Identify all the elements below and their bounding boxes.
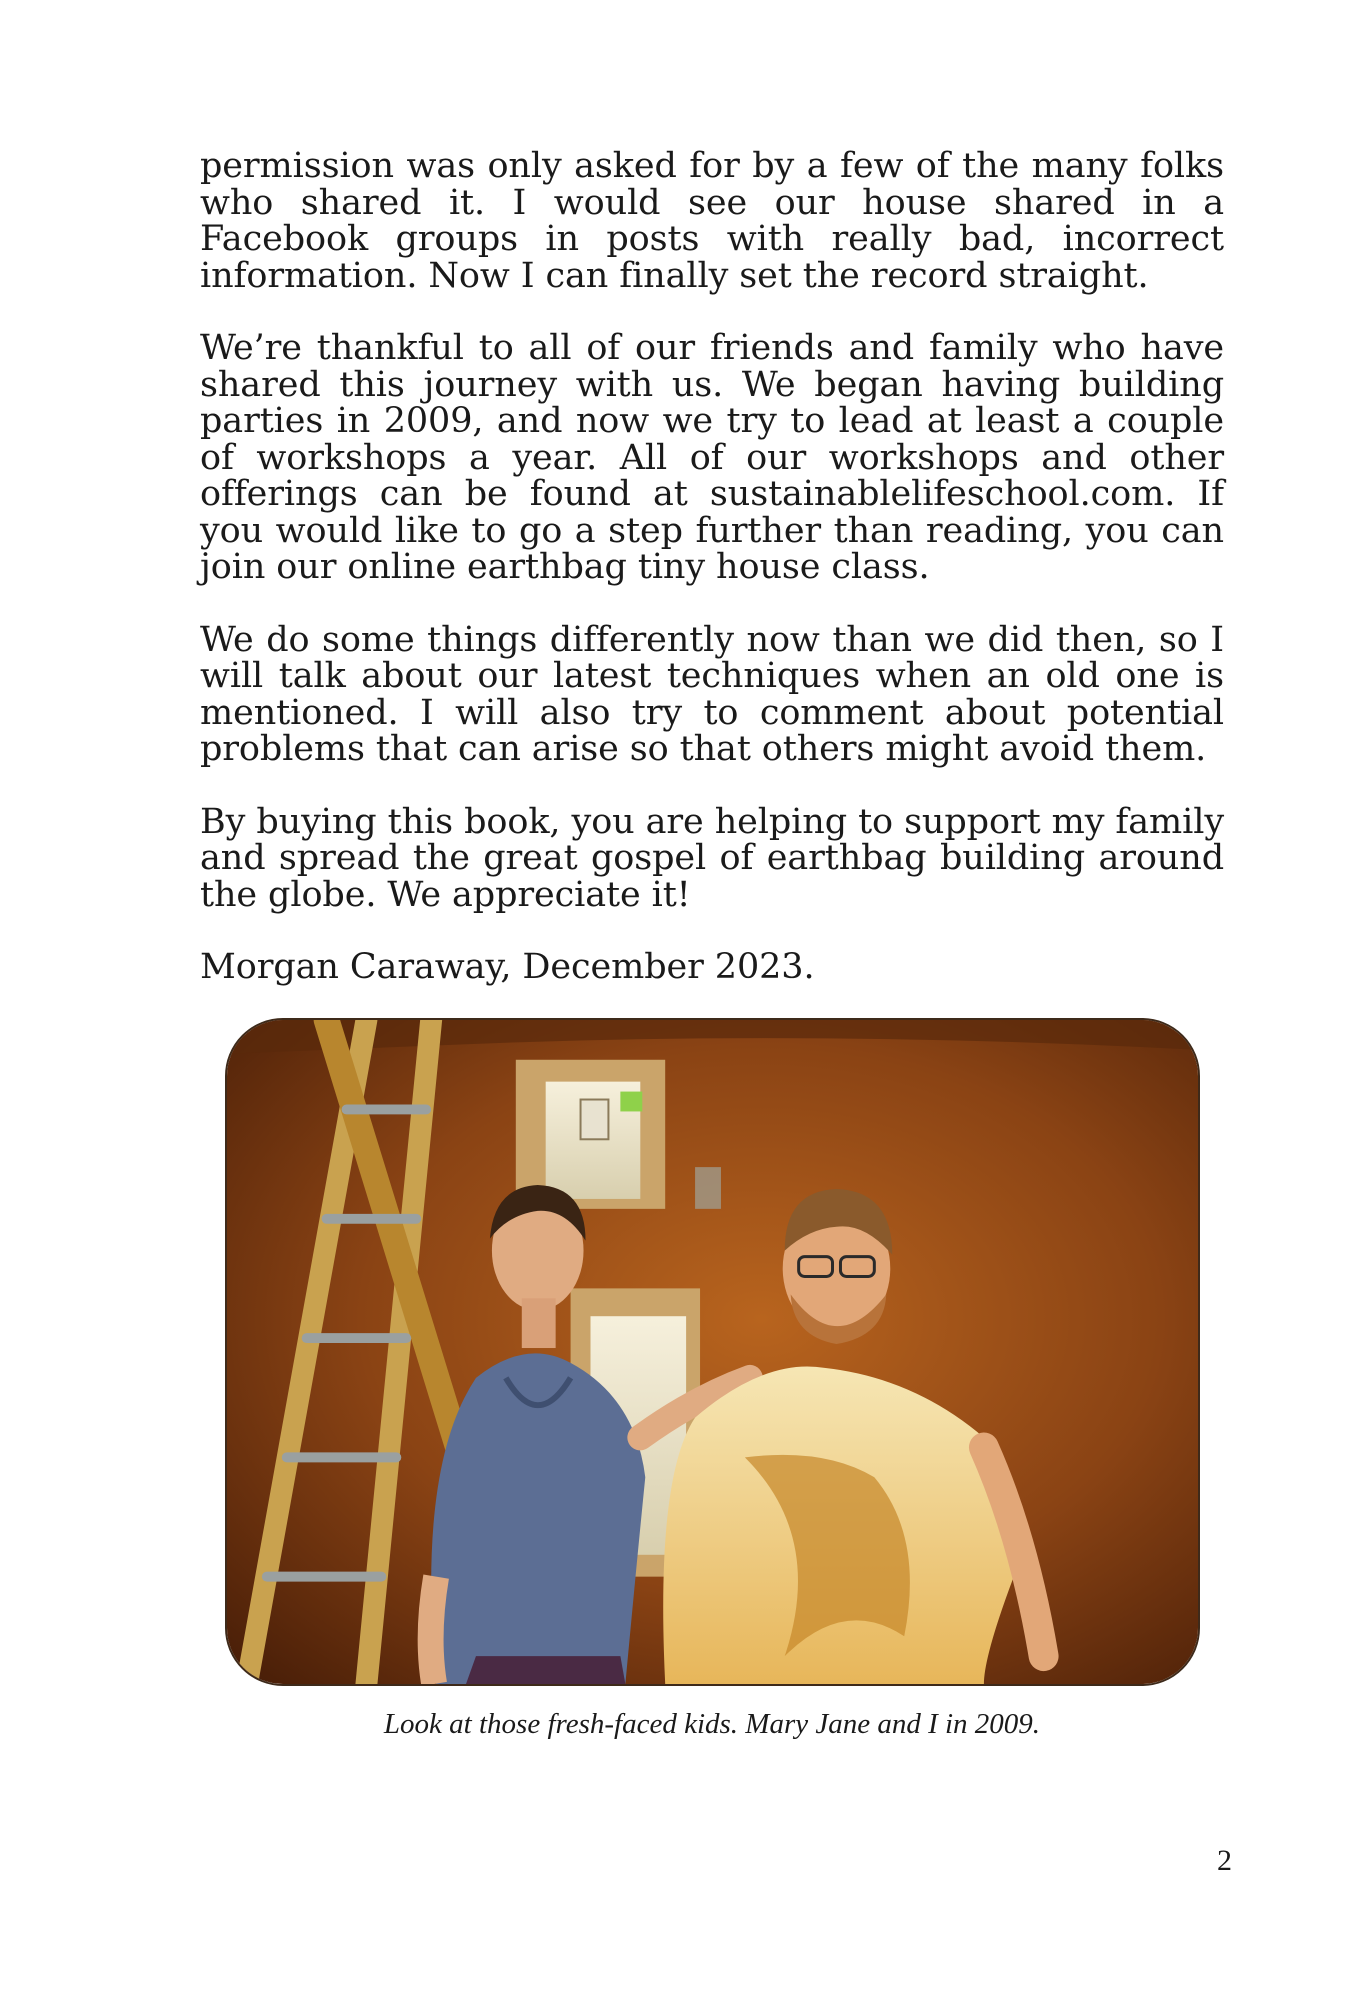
paragraph-thanks: We’re thankful to all of our friends and family who have shared this journey with us. We began having building parties in 2009, and now we try to lead at least a couple of workshops a year. All of our workshops and other offerings can be found at sustainablelifeschool.com. If you would like to go a step further than reading, you can join our online earthbag tiny house class. [200,328,1224,587]
paragraph-techniques: We do some things differently now than we did then, so I will talk about our latest techniques when an old one is mentioned. I will also try to comment about potential problems that can arise so that others might avoid them. [200,619,1224,769]
page-number: 2 [1217,1844,1232,1877]
paragraph-support: By buying this book, you are helping to support my family and spread the great gospel of earthbag building around the globe. We appreciate it! [200,801,1224,915]
paragraph-permission: permission was only asked for by a few of the many folks who shared it. I would see our house shared in a Facebook groups in posts with really bad, incorrect information. Now I can finally set the record straight. [200,146,1224,296]
page-body [200,148,1224,986]
signature: Morgan Caraway, December 2023. [200,947,815,987]
photo-illustration [227,1020,1198,1684]
figure-photo [225,1018,1200,1686]
figure-caption: Look at those fresh-faced kids. Mary Jane and I in 2009. [383,1708,1041,1740]
